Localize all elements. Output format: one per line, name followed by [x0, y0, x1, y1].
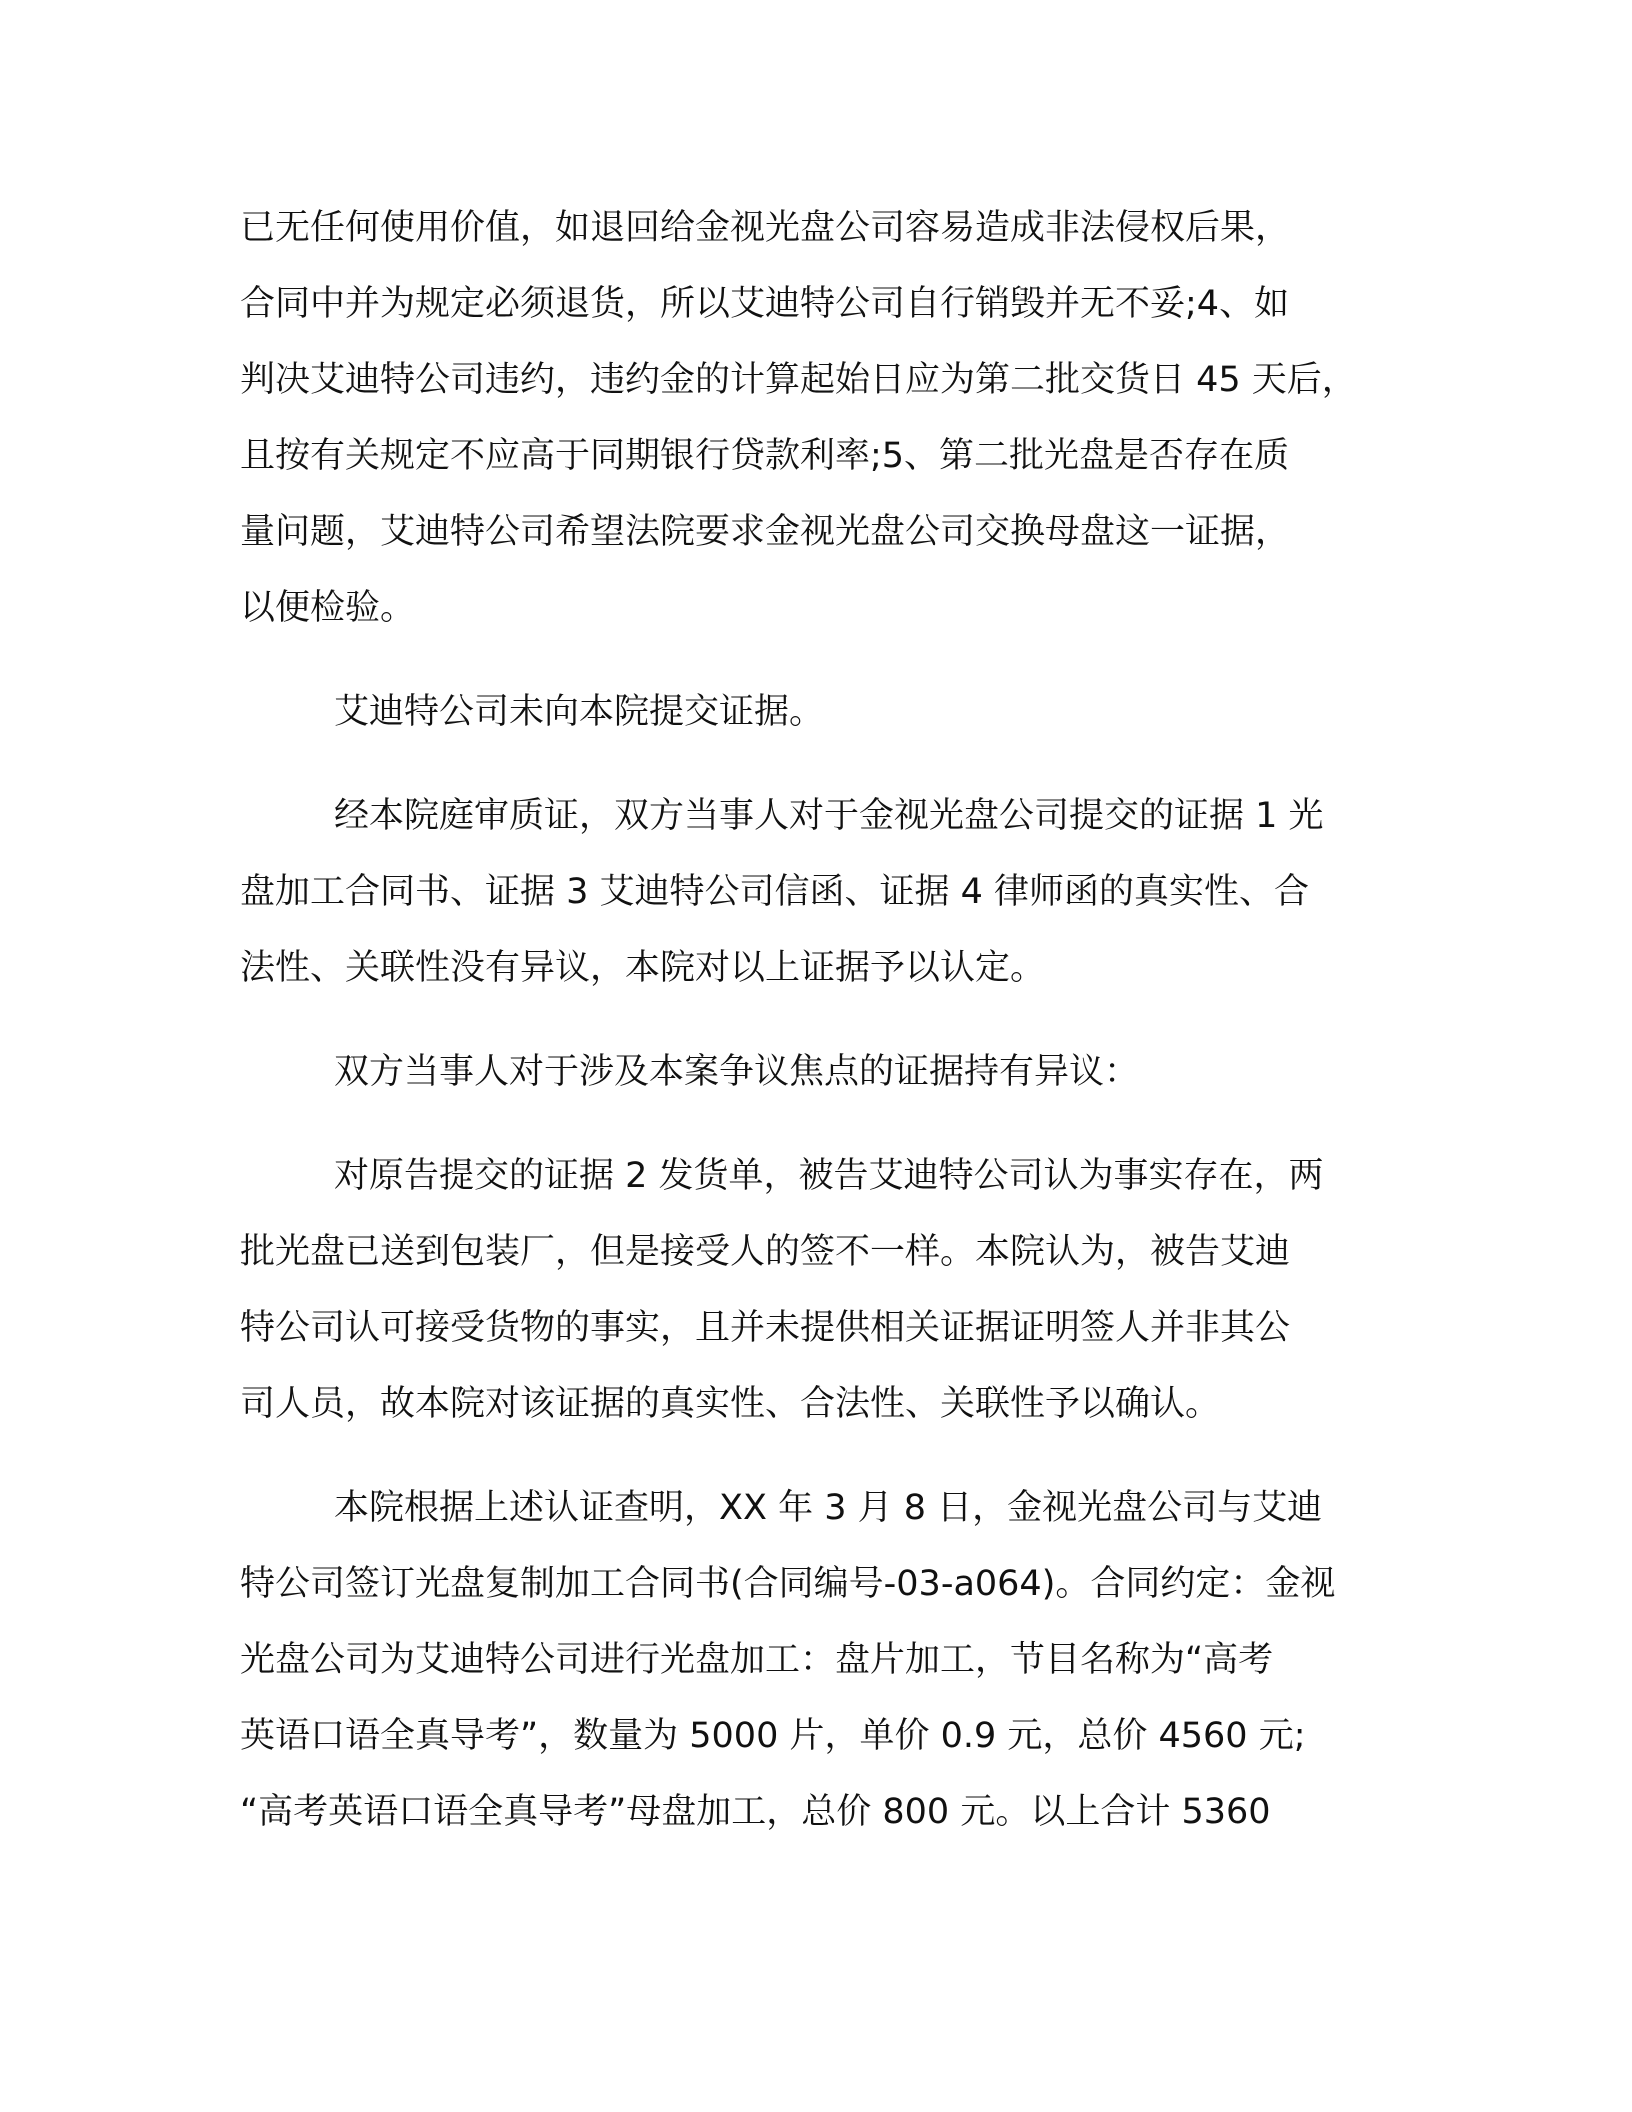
- text-line: 双方当事人对于涉及本案争议焦点的证据持有异议：: [334, 1052, 1140, 1092]
- text-line: 特公司签订光盘复制加工合同书(合同编号-03-a064)。合同约定：金视: [240, 1564, 1336, 1604]
- text-line: 司人员，故本院对该证据的真实性、合法性、关联性予以确认。: [240, 1384, 1221, 1424]
- text-line: 法性、关联性没有异议，本院对以上证据予以认定。: [240, 948, 1046, 988]
- text-line: 光盘公司为艾迪特公司进行光盘加工：盘片加工，节目名称为“高考: [240, 1640, 1274, 1680]
- text-line: 本院根据上述认证查明，XX 年 3 月 8 日，金视光盘公司与艾迪: [334, 1488, 1323, 1528]
- text-line: 已无任何使用价值，如退回给金视光盘公司容易造成非法侵权后果，: [240, 208, 1291, 248]
- paragraph-5: [240, 1138, 1410, 1442]
- paragraph-2: [240, 674, 1410, 750]
- text-line: 艾迪特公司未向本院提交证据。: [334, 692, 825, 732]
- text-line: 量问题，艾迪特公司希望法院要求金视光盘公司交换母盘这一证据，: [240, 512, 1291, 552]
- paragraph-4: [240, 1034, 1410, 1110]
- paragraph-1: [240, 190, 1410, 646]
- text-line: 合同中并为规定必须退货，所以艾迪特公司自行销毁并无不妥;4、如: [240, 284, 1290, 324]
- paragraph-6: [240, 1470, 1410, 1850]
- text-line: 经本院庭审质证，双方当事人对于金视光盘公司提交的证据 1 光: [334, 796, 1324, 836]
- text-line: 且按有关规定不应高于同期银行贷款利率;5、第二批光盘是否存在质: [240, 436, 1290, 476]
- text-line: 判决艾迪特公司违约，违约金的计算起始日应为第二批交货日 45 天后，: [240, 360, 1357, 400]
- text-line: 特公司认可接受货物的事实，且并未提供相关证据证明签人并非其公: [240, 1308, 1291, 1348]
- text-line: 盘加工合同书、证据 3 艾迪特公司信函、证据 4 律师函的真实性、合: [240, 872, 1310, 912]
- text-line: 对原告提交的证据 2 发货单，被告艾迪特公司认为事实存在，两: [334, 1156, 1324, 1196]
- document-body: [240, 190, 1410, 1850]
- text-line: 以便检验。: [240, 588, 416, 628]
- paragraph-3: [240, 778, 1410, 1006]
- text-line: “高考英语口语全真导考”母盘加工，总价 800 元。以上合计 5360: [240, 1792, 1271, 1832]
- text-line: 批光盘已送到包装厂，但是接受人的签不一样。本院认为，被告艾迪: [240, 1232, 1291, 1272]
- text-line: 英语口语全真导考”，数量为 5000 片，单价 0.9 元，总价 4560 元;: [240, 1716, 1306, 1756]
